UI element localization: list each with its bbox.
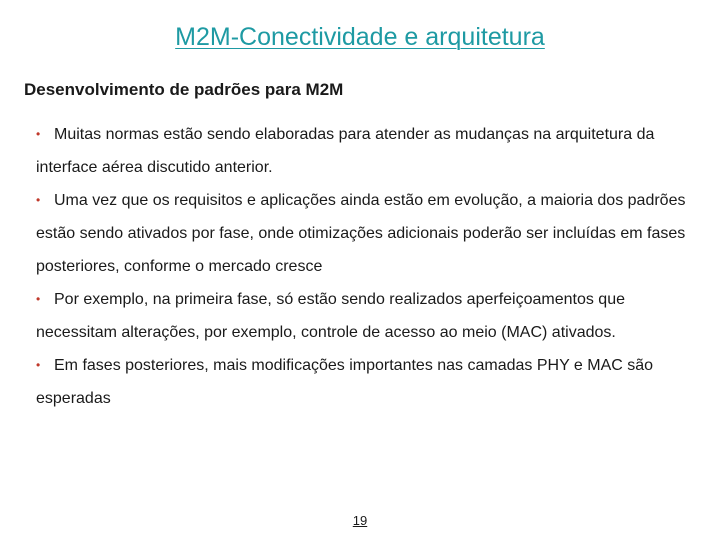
bullet-text: Em fases posteriores, mais modificações importantes nas camadas PHY e MAC são esperadas [36, 357, 654, 407]
bullet-list [36, 118, 700, 415]
bullet-item [36, 283, 700, 349]
bullet-icon: • [36, 193, 41, 207]
bullet-text: Por exemplo, na primeira fase, só estão sendo realizados aperfeiçoamentos que necessitam alterações, por exemplo, controle de acesso ao meio (MAC) ativados. [36, 291, 625, 341]
bullet-icon: • [36, 358, 41, 372]
bullet-item [36, 118, 700, 184]
bullet-item [36, 349, 700, 415]
slide-title[interactable]: M2M-Conectividade e arquitetura [175, 23, 545, 51]
slide-subtitle: Desenvolvimento de padrões para M2M [24, 80, 344, 99]
bullet-icon: • [36, 292, 41, 306]
bullet-text: Muitas normas estão sendo elaboradas para atender as mudanças na arquitetura da interface aérea discutido anterior. [36, 126, 655, 176]
bullet-item [36, 184, 700, 283]
page-number[interactable]: 19 [352, 513, 368, 528]
bullet-icon: • [36, 127, 41, 141]
bullet-text: Uma vez que os requisitos e aplicações ainda estão em evolução, a maioria dos padrões estão sendo ativados por fase, onde otimizações adicionais poderão ser incluídas em fases posteriores, conforme o mercado cresce [36, 192, 686, 275]
